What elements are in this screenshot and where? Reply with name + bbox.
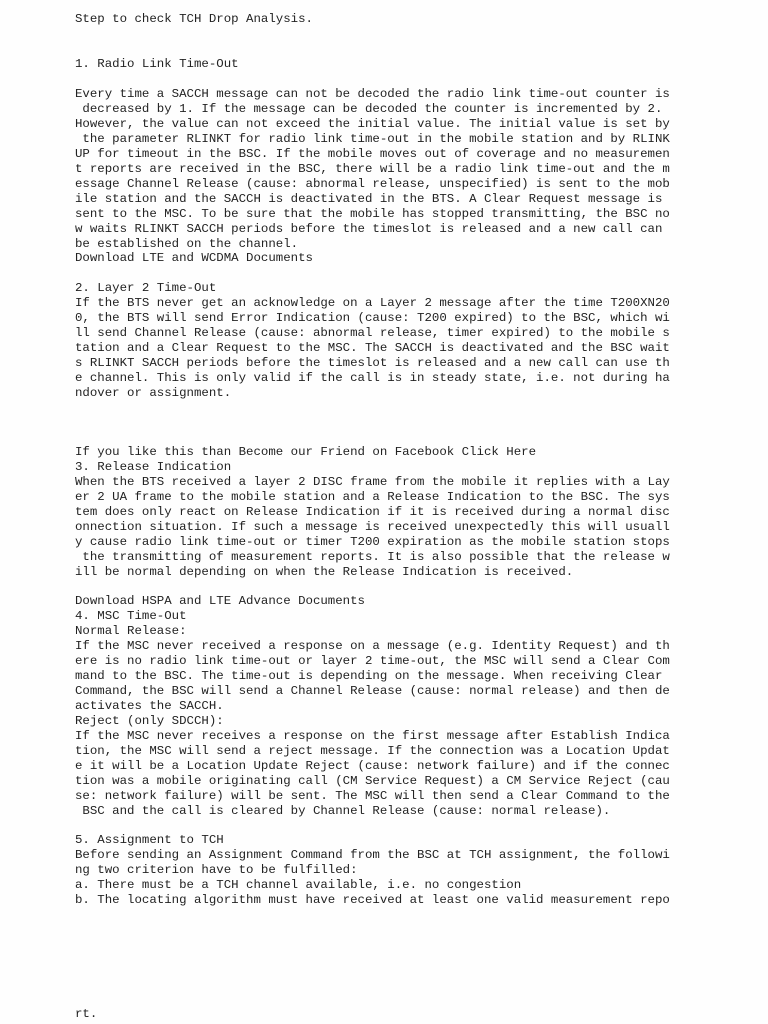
- paragraph-line: t reports are received in the BSC, there will be a radio link time-out and the m: [75, 162, 670, 176]
- download-hspa-lte-advance-link[interactable]: Download HSPA and LTE Advance Documents: [75, 594, 365, 608]
- paragraph-line: sent to the MSC. To be sure that the mobile has stopped transmitting, the BSC no: [75, 207, 670, 221]
- paragraph-line: onnection situation. If such a message is received unexpectedly this will usuall: [75, 520, 670, 534]
- section-heading-radio-link-time-out: 1. Radio Link Time-Out: [75, 57, 239, 71]
- paragraph-line: w waits RLINKT SACCH periods before the timeslot is released and a new call can: [75, 222, 663, 236]
- paragraph-line: ndover or assignment.: [75, 386, 232, 400]
- paragraph-line: Every time a SACCH message can not be decoded the radio link time-out counter is: [75, 87, 670, 101]
- subheading-normal-release: Normal Release:: [75, 624, 187, 638]
- paragraph-line: be established on the channel.: [75, 237, 299, 251]
- paragraph-line: If the MSC never receives a response on the first message after Establish Indica: [75, 729, 670, 743]
- list-item-b: b. The locating algorithm must have received at least one valid measurement repo: [75, 893, 670, 907]
- paragraph-line: tion was a mobile originating call (CM Service Request) a CM Service Reject (cau: [75, 774, 670, 788]
- section-heading-msc-time-out: 4. MSC Time-Out: [75, 609, 187, 623]
- paragraph-line: tation and a Clear Request to the MSC. The SACCH is deactivated and the BSC wait: [75, 341, 670, 355]
- paragraph-line: ill be normal depending on when the Release Indication is received.: [75, 565, 574, 579]
- section-heading-release-indication: 3. Release Indication: [75, 460, 232, 474]
- list-item-a: a. There must be a TCH channel available, i.e. no congestion: [75, 878, 522, 892]
- paragraph-line: 0, the BTS will send Error Indication (cause: T200 expired) to the BSC, which wi: [75, 311, 670, 325]
- paragraph-line: If the BTS never get an acknowledge on a Layer 2 message after the time T200XN20: [75, 296, 670, 310]
- paragraph-line: the transmitting of measurement reports. It is also possible that the release w: [75, 550, 670, 564]
- paragraph-line: ll send Channel Release (cause: abnormal release, timer expired) to the mobile s: [75, 326, 670, 340]
- paragraph-line: er 2 UA frame to the mobile station and a Release Indication to the BSC. The sys: [75, 490, 670, 504]
- paragraph-line: BSC and the call is cleared by Channel Release (cause: normal release).: [75, 804, 611, 818]
- paragraph-line: ere is no radio link time-out or layer 2 time-out, the MSC will send a Clear Com: [75, 654, 670, 668]
- paragraph-line: essage Channel Release (cause: abnormal release, unspecified) is sent to the mob: [75, 177, 670, 191]
- paragraph-line: s RLINKT SACCH periods before the timeslot is released and a new call can use th: [75, 356, 670, 370]
- paragraph-line: rt.: [75, 1007, 98, 1021]
- paragraph-line: the parameter RLINKT for radio link time-out in the mobile station and by RLINK: [75, 132, 670, 146]
- paragraph-line: e channel. This is only valid if the call is in steady state, i.e. not during ha: [75, 371, 670, 385]
- paragraph-line: e it will be a Location Update Reject (cause: network failure) and if the connec: [75, 759, 670, 773]
- paragraph-line: UP for timeout in the BSC. If the mobile moves out of coverage and no measuremen: [75, 147, 670, 161]
- paragraph-line: Command, the BSC will send a Channel Release (cause: normal release) and then de: [75, 684, 670, 698]
- paragraph-line: tion, the MSC will send a reject message. If the connection was a Location Updat: [75, 744, 670, 758]
- paragraph-line: ile station and the SACCH is deactivated in the BTS. A Clear Request message is: [75, 192, 663, 206]
- paragraph-line: tem does only react on Release Indication if it is received during a normal disc: [75, 505, 670, 519]
- paragraph-line: However, the value can not exceed the initial value. The initial value is set by: [75, 117, 670, 131]
- paragraph-line: mand to the BSC. The time-out is depending on the message. When receiving Clear: [75, 669, 663, 683]
- section-heading-assignment-to-tch: 5. Assignment to TCH: [75, 833, 224, 847]
- paragraph-line: decreased by 1. If the message can be decoded the counter is incremented by 2.: [75, 102, 663, 116]
- subheading-reject-only-sdcch: Reject (only SDCCH):: [75, 714, 224, 728]
- document-title: Step to check TCH Drop Analysis.: [75, 12, 313, 26]
- paragraph-line: activates the SACCH.: [75, 699, 224, 713]
- paragraph-line: y cause radio link time-out or timer T200 expiration as the mobile station stops: [75, 535, 670, 549]
- paragraph-line: If the MSC never received a response on a message (e.g. Identity Request) and th: [75, 639, 670, 653]
- paragraph-line: se: network failure) will be sent. The MSC will then send a Clear Command to the: [75, 789, 670, 803]
- paragraph-line: ng two criterion have to be fulfilled:: [75, 863, 358, 877]
- section-heading-layer-2-time-out: 2. Layer 2 Time-Out: [75, 281, 217, 295]
- download-lte-wcdma-link[interactable]: Download LTE and WCDMA Documents: [75, 251, 313, 265]
- paragraph-line: Before sending an Assignment Command from the BSC at TCH assignment, the followi: [75, 848, 670, 862]
- facebook-promo-link[interactable]: If you like this than Become our Friend on Facebook Click Here: [75, 445, 537, 459]
- paragraph-line: When the BTS received a layer 2 DISC frame from the mobile it replies with a Lay: [75, 475, 670, 489]
